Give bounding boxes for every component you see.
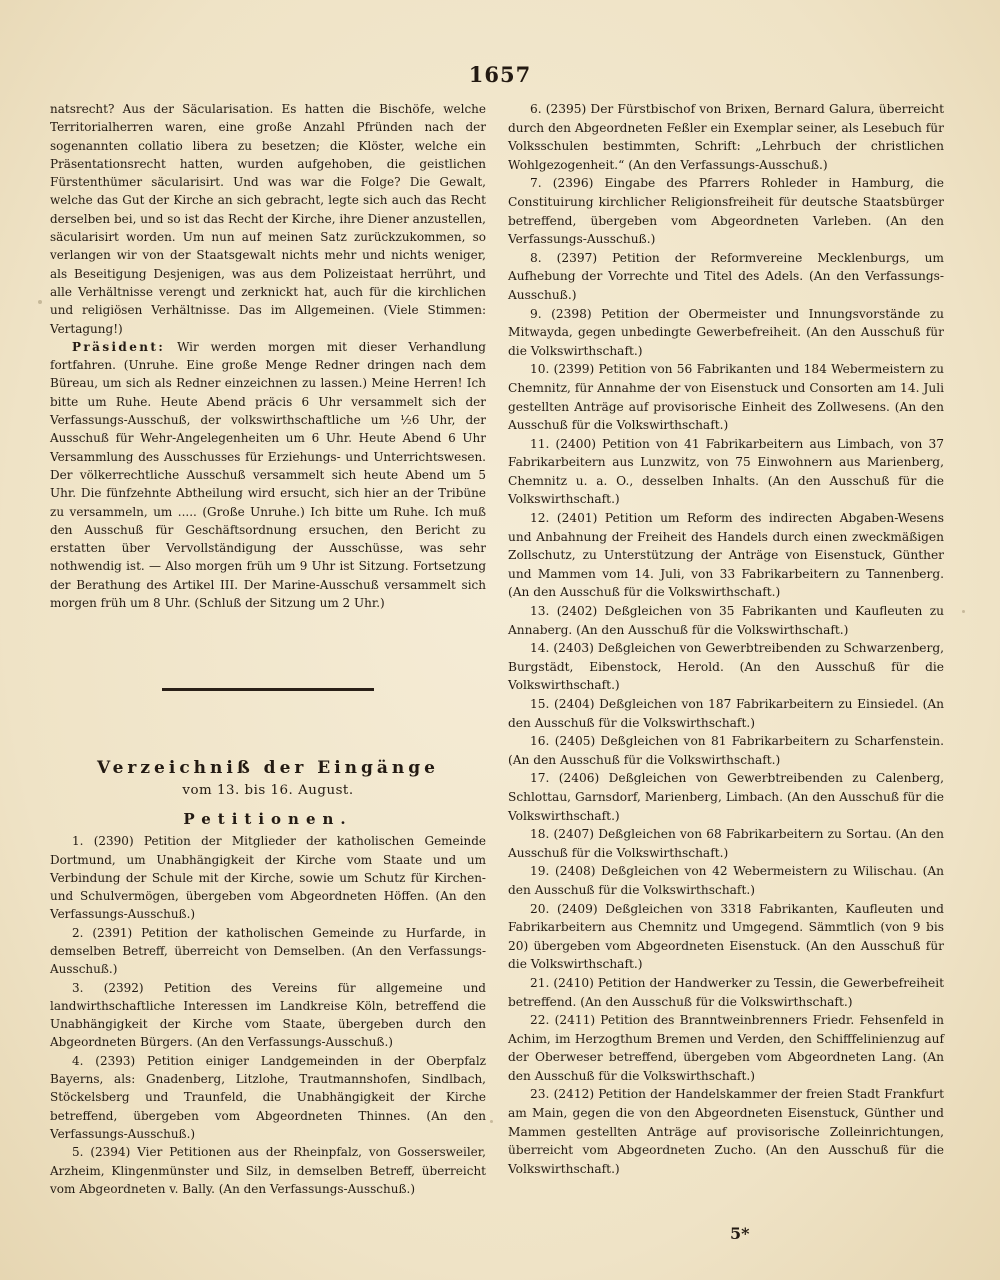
president-paragraph <box>50 338 486 612</box>
section-heading: Petitionen. <box>183 809 353 828</box>
petition-entry: 7. (2396) Eingabe des Pfarrers Rohleder in Hamburg, die Constituirung kirchlicher Religionsfreiheit für deutsche Staatsbürger betreffend, übergeben vom Abgeordneten Varleben. (An den Verfassungs-Ausschuß.) <box>508 176 944 247</box>
petition-entry: 16. (2405) Deßgleichen von 81 Fabrikarbeitern zu Scharfenstein. (An den Ausschuß für die Volkswirthschaft.) <box>508 734 944 767</box>
section-subtitle: vom 13. bis 16. August. <box>182 782 354 798</box>
section-title: Verzeichniß der Eingänge <box>96 758 439 779</box>
petition-entry: 1. (2390) Petition der Mitglieder der katholischen Gemeinde Dortmund, um Unabhängigkeit der Kirche vom Staate und um Verbindung der Schule mit der Kirche, sowie um Schutz für Kirchen- und Schulvermögen, übergeben vom Abgeordneten Höffen. (An den Verfassungs-Ausschuß.) <box>50 834 486 922</box>
petition-entry: 14. (2403) Deßgleichen von Gewerbtreibenden zu Schwarzenberg, Burgstädt, Eibenstock, Herold. (An den Ausschuß für die Volkswirthschaft.) <box>508 641 944 693</box>
right-column <box>508 100 944 1178</box>
paper-speck <box>962 610 965 613</box>
petition-entry: 19. (2408) Deßgleichen von 42 Webermeistern zu Wilischau. (An den Ausschuß für die Volkswirthschaft.) <box>508 864 944 897</box>
petition-entry: 22. (2411) Petition des Branntweinbrenners Friedr. Fehsenfeld in Achim, im Herzogthum Bremen und Verden, den Schifffelinienzug auf der Oberweser betreffend, übergeben vom Abgeordneten Lang. (An den Ausschuß für die Volkswirthschaft.) <box>508 1013 944 1083</box>
page-number: 1657 <box>468 62 532 87</box>
petition-entry: 11. (2400) Petition von 41 Fabrikarbeitern aus Limbach, von 37 Fabrikarbeitern aus Lunzwitz, von 75 Einwohnern aus Marienberg, Chemnitz u. a. O., desselben Inhalts. (An den Ausschuß für die Volkswirthschaft.) <box>508 436 944 507</box>
petition-entry: 17. (2406) Deßgleichen von Gewerbtreibenden zu Calenberg, Schlottau, Garnsdorf, Marienberg, Limbach. (An den Ausschuß für die Volkswirthschaft.) <box>508 771 944 823</box>
petition-entry: 15. (2404) Deßgleichen von 187 Fabrikarbeitern zu Einsiedel. (An den Ausschuß für die Volkswirthschaft.) <box>508 697 944 730</box>
petition-entry: 8. (2397) Petition der Reformvereine Mecklenburgs, um Aufhebung der Vorrechte und Titel des Adels. (An den Verfassungs-Ausschuß.) <box>508 250 944 302</box>
speech-paragraph: natsrecht? Aus der Säcularisation. Es hatten die Bischöfe, welche Territorialherren waren, eine große Anzahl Pfründen nach der sogenannten collatio libera zu besetzen; die Klöster, welche ein Präsentationsrecht hatten, wurden aufgehoben, die geistlichen Fürstenthümer säcularisirt. Und was war die Folge? Die Gewalt, welche das Gut der Kirche an sich gebracht, legte sich auch das Recht derselben bei, und so ist das Recht der Kirche, ihre Diener anzustellen, säcularisirt worden. Um nun auf meinen Satz zurückzukommen, so verlangen wir von der Staatsgewalt nichts mehr und nichts weniger, als Beseitigung Desjenigen, was aus dem Polizeistaat herrührt, und alle Verhältnisse verengt und zerknickt hat, auch für die kirchlichen und religiösen Verhältnisse. Das im Allgemeinen. (Viele Stimmen: Vertagung!) <box>50 102 486 336</box>
petition-entry: 10. (2399) Petition von 56 Fabrikanten und 184 Webermeistern zu Chemnitz, für Annahme der von Eisenstuck und Consorten am 14. Juli gestellten Anträge auf provisorische Einheit des Zollwesens. (An den Ausschuß für die Volkswirthschaft.) <box>508 362 944 433</box>
signature-mark: 5* <box>730 1224 750 1243</box>
petition-entry: 18. (2407) Deßgleichen von 68 Fabrikarbeitern zu Sortau. (An den Ausschuß für die Volkswirthschaft.) <box>508 827 944 860</box>
petition-entry: 3. (2392) Petition des Vereins für allgemeine und landwirthschaftliche Interessen im Landkreise Köln, betreffend die Unabhängigkeit der Kirche vom Staate, übergeben durch den Abgeordneten Bürgers. (An den Verfassungs-Ausschuß.) <box>50 980 486 1050</box>
petition-entry: 5. (2394) Vier Petitionen aus der Rheinpfalz, von Gossersweiler, Arzheim, Klingenmünster und Silz, in demselben Betreff, überreicht vom Abgeordneten v. Bally. (An den Verfassungs-Ausschuß.) <box>50 1145 486 1196</box>
section-divider <box>162 688 374 691</box>
president-label: Präsident: <box>72 339 166 354</box>
petition-entry: 9. (2398) Petition der Obermeister und Innungsvorstände zu Mitwayda, gegen unbedingte Gewerbefreiheit. (An den Ausschuß für die Volkswirthschaft.) <box>508 306 944 358</box>
petition-entry: 20. (2409) Deßgleichen von 3318 Fabrikanten, Kaufleuten und Fabrikarbeitern aus Chemnitz und Umgegend. Sämmtlich (von 9 bis 20) übergeben vom Abgeordneten Eisenstuck. (An den Ausschuß für die Volkswirthschaft.) <box>508 901 944 972</box>
paper-speck <box>38 300 42 304</box>
petition-entry: 21. (2410) Petition der Handwerker zu Tessin, die Gewerbefreiheit betreffend. (An den Ausschuß für die Volkswirthschaft.) <box>508 975 944 1009</box>
petition-entry: 23. (2412) Petition der Handelskammer der freien Stadt Frankfurt am Main, gegen die von den Abgeordneten Eisenstuck, Günther und Mammen gestellten Anträge auf provisorische Zolleinrichtungen, überreicht vom Abgeordneten Zucho. (An den Ausschuß für die Volkswirthschaft.) <box>508 1087 944 1176</box>
petition-entry: 12. (2401) Petition um Reform des indirecten Abgaben-Wesens und Anbahnung der Freiheit des Handels durch einen zweckmäßigen Zollschutz, zu Unterstützung der Anträge von Eisenstuck, Günther und Mammen vom 14. Juli, von 33 Fabrikarbeitern zu Tannenberg. (An den Ausschuß für die Volkswirthschaft.) <box>508 511 944 600</box>
petition-entry: 4. (2393) Petition einiger Landgemeinden in der Oberpfalz Bayerns, als: Gnadenberg, Litzlohe, Trautmannshofen, Sindlbach, Stöckelsberg und Traunfeld, die Unabhängigkeit der Kirche betreffend, übergeben vom Abgeordneten Thinnes. (An den Verfassungs-Ausschuß.) <box>50 1053 486 1141</box>
petition-entry: 13. (2402) Deßgleichen von 35 Fabrikanten und Kaufleuten zu Annaberg. (An den Ausschuß für die Volkswirthschaft.) <box>508 604 944 637</box>
president-text: Wir werden morgen mit dieser Verhandlung fortfahren. (Unruhe. Eine große Menge Redner dringen nach dem Büreau, um sich als Redner einzeichnen zu lassen.) Meine Herren! Ich bitte um Ruhe. Heute Abend präcis 6 Uhr versammelt sich der Verfassungs-Ausschuß, der volkswirthschaftliche um ½6 Uhr, der Ausschuß für Wehr-Angelegenheiten um 6 Uhr. Heute Abend 6 Uhr Versammlung des Ausschusses für Erziehungs- und Unterrichtswesen. Der völkerrechtliche Ausschuß versammelt sich heute Abend um 5 Uhr. Die fünfzehnte Abtheilung wird ersucht, sich hier an der Tribüne zu versammeln, um ..... (Große Unruhe.) Ich bitte um Ruhe. Ich muß den Ausschuß für Geschäftsordnung ersuchen, den Bericht zu erstatten über Vervollständigung der Ausschüsse, was sehr nothwendig ist. — Also morgen früh um 9 Uhr ist Sitzung. Fortsetzung der Berathung des Artikel III. Der Marine-Ausschuß versammelt sich morgen früh um 8 Uhr. (Schluß der Sitzung um 2 Uhr.) <box>50 339 486 611</box>
petition-entry: 6. (2395) Der Fürstbischof von Brixen, Bernard Galura, überreicht durch den Abgeordneten Feßler ein Exemplar seiner, als Lesebuch für Volksschulen bestimmten, Schrift: „Lehrbuch der christlichen Wohlgezogenheit.“ (An den Verfassungs-Ausschuß.) <box>508 102 944 172</box>
petition-entry: 2. (2391) Petition der katholischen Gemeinde zu Hurfarde, in demselben Betreff, überreicht von Demselben. (An den Verfassungs-Ausschuß.) <box>50 925 486 977</box>
paper-speck <box>490 1120 493 1123</box>
left-column <box>50 100 486 1198</box>
